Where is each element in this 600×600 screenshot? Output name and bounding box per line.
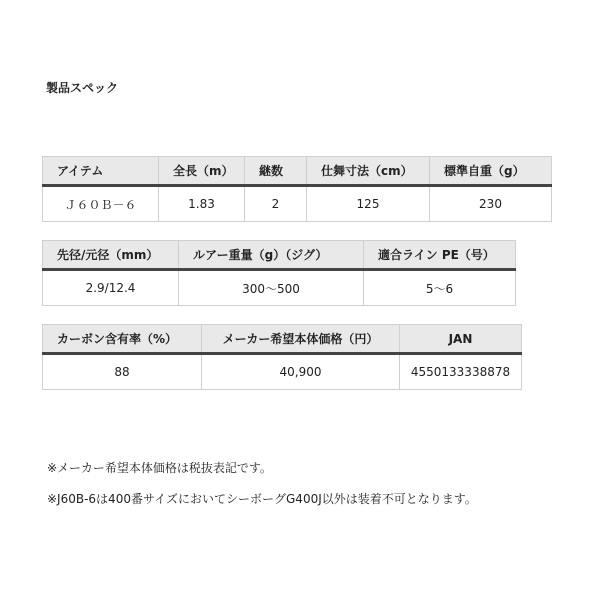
cell-carbon: 88 [43,354,202,390]
table-header-row [43,157,552,186]
note-compatibility: ※J60B-6は400番サイズにおいてシーボーグG400J以外は装着不可となります。 [47,492,477,506]
cell-item: Ｊ６０Ｂ－６ [43,186,159,222]
table-row [43,270,516,306]
table-row [43,354,522,390]
header-jan: JAN [400,325,522,354]
cell-sections: 2 [245,186,307,222]
table-header-row [43,325,522,354]
header-lure-weight: ルアー重量（g）（ジグ） [179,241,364,270]
cell-price: 40,900 [202,354,400,390]
header-price: メーカー希望本体価格（円） [202,325,400,354]
cell-jan: 4550133338878 [400,354,522,390]
header-tip-butt: 先径/元径（mm） [43,241,179,270]
header-line: 適合ライン PE（号） [364,241,516,270]
header-carbon: カーボン含有率（%） [43,325,202,354]
cell-lure-weight: 300〜500 [179,270,364,306]
spec-table-price [42,324,522,390]
note-price-tax: ※メーカー希望本体価格は税抜表記です。 [47,461,272,475]
cell-tip-butt: 2.9/12.4 [43,270,179,306]
cell-length: 1.83 [159,186,245,222]
cell-weight: 230 [430,186,552,222]
table-row [43,186,552,222]
table-header-row [43,241,516,270]
header-item: アイテム [43,157,159,186]
header-weight: 標準自重（g） [430,157,552,186]
cell-closed-length: 125 [307,186,430,222]
spec-table-line [42,240,516,306]
cell-line: 5〜6 [364,270,516,306]
section-title: 製品スペック [46,81,119,95]
header-closed-length: 仕舞寸法（cm） [307,157,430,186]
spec-table-basic [42,156,552,222]
header-length: 全長（m） [159,157,245,186]
header-sections: 継数 [245,157,307,186]
